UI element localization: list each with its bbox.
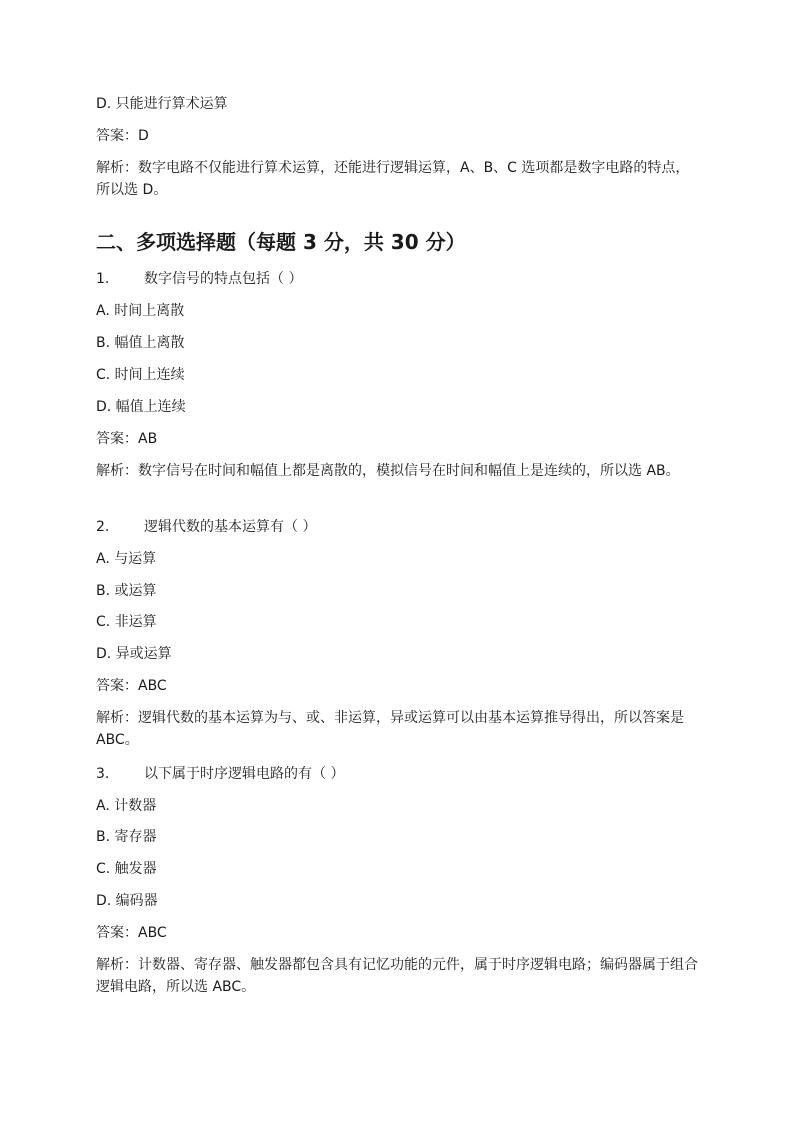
analysis: 解析：数字电路不仅能进行算术运算，还能进行逻辑运算，A、B、C 选项都是数字电路的特点，所以选 D。 xyxy=(96,160,690,198)
question-stem xyxy=(96,763,702,785)
answer: 答案：ABC xyxy=(96,925,167,941)
question-text: 逻辑代数的基本运算有（ ） xyxy=(144,519,317,535)
analysis: 解析：逻辑代数的基本运算为与、或、非运算，异或运算可以由基本运算推导得出，所以答案是 ABC。 xyxy=(96,710,684,748)
option-a: A. 计数器 xyxy=(96,798,157,814)
option-a: A. 与运算 xyxy=(96,551,157,567)
analysis: 解析：计数器、寄存器、触发器都包含具有记忆功能的元件，属于时序逻辑电路；编码器属于组合逻辑电路，所以选 ABC。 xyxy=(96,957,698,995)
question-number: 2. xyxy=(96,519,110,535)
option-c: C. 非运算 xyxy=(96,614,157,630)
section-title: 二、多项选择题（每题 3 分，共 30 分） xyxy=(96,230,466,254)
question-number: 1. xyxy=(96,271,110,287)
option-d: D. 幅值上连续 xyxy=(96,399,186,415)
option-b: B. 寄存器 xyxy=(96,829,157,845)
question-text: 数字信号的特点包括（ ） xyxy=(144,271,303,287)
option-c: C. 时间上连续 xyxy=(96,367,185,383)
question-text: 以下属于时序逻辑电路的有（ ） xyxy=(144,766,345,782)
answer: 答案：AB xyxy=(96,431,158,447)
analysis: 解析：数字信号在时间和幅值上都是离散的，模拟信号在时间和幅值上是连续的，所以选 AB。 xyxy=(96,463,680,479)
answer: 答案：D xyxy=(96,128,149,144)
option-d: D. 异或运算 xyxy=(96,646,172,662)
option-d: D. 编码器 xyxy=(96,893,158,909)
question-stem xyxy=(96,268,702,290)
option-b: B. 幅值上离散 xyxy=(96,335,185,351)
question-number: 3. xyxy=(96,766,110,782)
option-a: A. 时间上离散 xyxy=(96,303,185,319)
option-d: D. 只能进行算术运算 xyxy=(96,96,228,112)
option-c: C. 触发器 xyxy=(96,861,157,877)
answer: 答案：ABC xyxy=(96,678,167,694)
option-b: B. 或运算 xyxy=(96,583,157,599)
question-stem xyxy=(96,516,702,538)
